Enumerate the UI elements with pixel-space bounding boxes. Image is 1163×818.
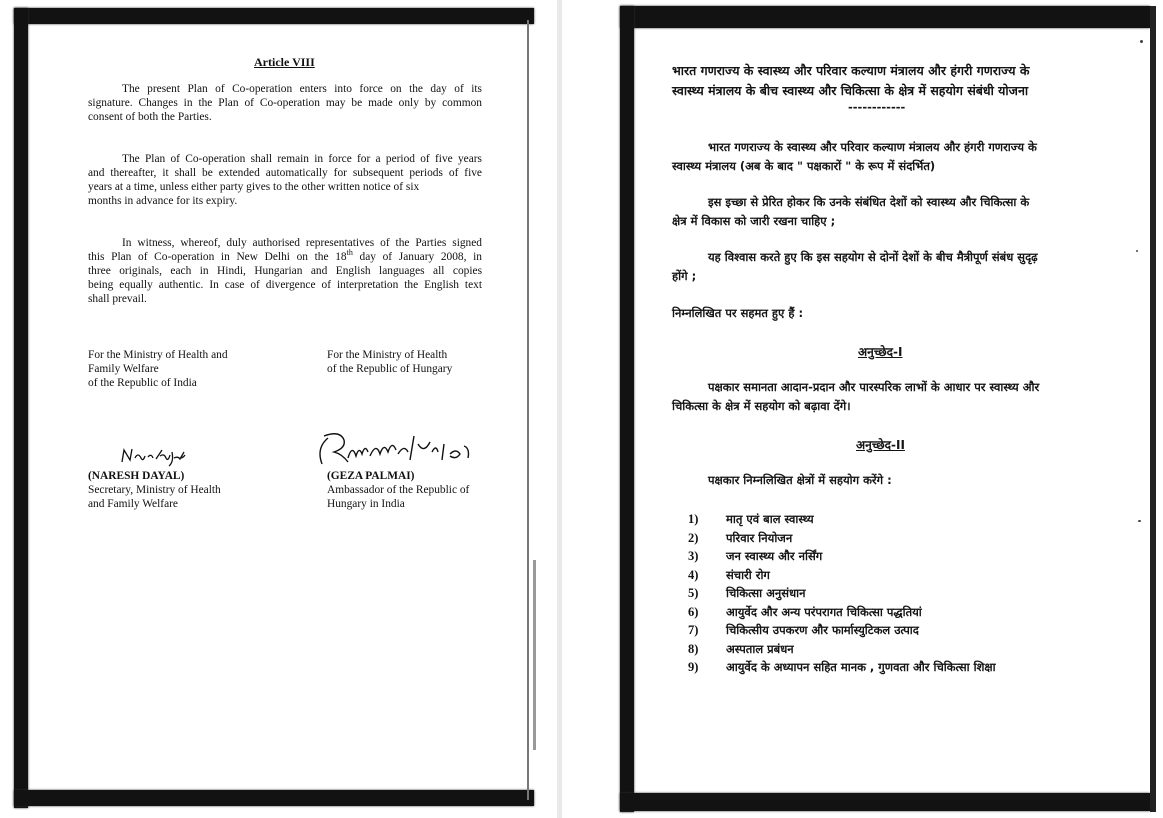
- para-line: The present Plan of Co-operation enters into force on the day of its: [122, 83, 482, 95]
- para-line: The Plan of Co-operation shall remain in force for a period of five years: [122, 153, 482, 165]
- list-text: जन स्वास्थ्य और नर्सिंग: [726, 549, 823, 563]
- signatory-title: and Family Welfare: [88, 498, 178, 510]
- list-item: [688, 603, 996, 622]
- list-number: 4): [688, 567, 699, 582]
- list-text: आयुर्वेद के अध्यापन सहित मानक , गुणवता और चिकित्सा शिक्षा: [726, 660, 996, 674]
- scan-border-bottom: [620, 793, 1150, 811]
- list-number: 2): [688, 530, 699, 545]
- list-text: अस्पताल प्रबंधन: [726, 641, 794, 656]
- para-line: three originals, each in Hindi, Hungarian and English languages all copies: [88, 265, 482, 277]
- date-post: day of January 2008, in: [352, 251, 482, 263]
- paragraph-entry-into-force: [88, 82, 482, 124]
- signature-hungary: [314, 430, 494, 470]
- list-item: [688, 547, 996, 566]
- list-text: परिवार नियोजन: [726, 530, 793, 545]
- list-item: [688, 640, 996, 659]
- date-pre: this Plan of Co-operation in New Delhi on the 18: [88, 251, 347, 263]
- para-line: signature. Changes in the Plan of Co-operation may be made only by common: [88, 97, 482, 109]
- article-1-line-2: चिकित्सा के क्षेत्र में सहयोग को बढ़ावा देंगे।: [672, 399, 851, 413]
- scan-border-bottom: [14, 790, 534, 806]
- scan-edge-right: [1150, 6, 1156, 812]
- signatory-title: Hungary in India: [327, 498, 405, 510]
- desire-line-1: इस इच्छा से प्रेरित होकर कि उनके संबंधित देशों को स्वास्थ्य और चिकित्सा के: [708, 195, 1030, 209]
- article-1-heading: अनुच्छेद-I: [858, 345, 903, 359]
- article-2-heading: अनुच्छेद-II: [856, 438, 905, 452]
- party-hungary-block: [327, 348, 452, 376]
- para-line: being equally authentic. In case of divergence of interpretation the English text: [88, 279, 482, 291]
- title-rule: ------------: [848, 100, 906, 114]
- hindi-page: [562, 0, 1163, 818]
- hindi-title-line-1: भारत गणराज्य के स्वास्थ्य और परिवार कल्याण मंत्रालय और हंगरी गणराज्य के: [672, 63, 1030, 78]
- scan-edge-right: [527, 20, 529, 800]
- party-line: For the Ministry of Health and: [88, 349, 228, 361]
- scan-border-left: [620, 6, 634, 812]
- scan-edge-right-dots: [533, 560, 536, 750]
- list-text: आयुर्वेद और अन्य परंपरागत चिकित्सा पद्धतियां: [726, 604, 922, 619]
- scan-speck: [1136, 250, 1138, 252]
- list-number: 7): [688, 623, 699, 637]
- english-page: [0, 0, 557, 818]
- party-line: of the Republic of India: [88, 377, 197, 389]
- article-2-intro: पक्षकार निम्नलिखित क्षेत्रों में सहयोग करेंगे :: [708, 473, 892, 487]
- para-line: and thereafter, it shall be extended automatically for subsequent periods of five: [88, 167, 482, 179]
- list-number: 8): [688, 641, 699, 656]
- scan-border-top: [620, 6, 1150, 28]
- party-india-block: [88, 348, 228, 390]
- paragraph-duration: [88, 152, 482, 208]
- article-heading: Article VIII: [254, 55, 315, 69]
- paragraph-witness: [88, 236, 482, 306]
- list-item: [688, 621, 996, 640]
- scan-speck: [1140, 40, 1143, 43]
- list-item: [688, 529, 996, 548]
- para-line: years at a time, unless either party gives to the other written notice of six: [88, 181, 420, 193]
- desire-line-2: क्षेत्र में विकास को जारी रखना चाहिए ;: [672, 214, 836, 228]
- list-number: 1): [688, 512, 699, 526]
- scan-border-left: [14, 8, 28, 808]
- para-line: months in advance for its expiry.: [88, 195, 238, 207]
- para-line: shall prevail.: [88, 293, 147, 305]
- belief-line-1: यह विश्वास करते हुए कि इस सहयोग से दोनों देशों के बीच मैत्रीपूर्ण संबंध सुदृढ़: [708, 250, 1038, 264]
- hindi-title-line-2: स्वास्थ्य मंत्रालय के बीच स्वास्थ्य और चिकित्सा के क्षेत्र में सहयोग संबंधी योजना: [672, 83, 1029, 98]
- list-item: [688, 566, 996, 585]
- list-item: [688, 510, 996, 529]
- list-number: 3): [688, 549, 699, 563]
- agreed-line: निम्नलिखित पर सहमत हुए हैं :: [672, 306, 804, 320]
- signatory-title: Ambassador of the Republic of: [327, 484, 470, 496]
- signatory-india: [88, 469, 221, 511]
- signatory-hungary: [327, 469, 469, 511]
- list-number: 6): [688, 604, 699, 619]
- signatory-name: (NARESH DAYAL): [88, 470, 185, 482]
- scan-speck: [1138, 520, 1141, 522]
- signatory-name: (GEZA PALMAI): [327, 470, 415, 482]
- article-1-line-1: पक्षकार समानता आदान-प्रदान और पारस्परिक लाभों के आधार पर स्वास्थ्य और: [708, 380, 1040, 394]
- para-line: consent of both the Parties.: [88, 111, 212, 123]
- list-item: [688, 658, 996, 677]
- party-line: For the Ministry of Health: [327, 349, 448, 361]
- signature-india: [118, 444, 198, 468]
- list-number: 5): [688, 586, 699, 600]
- party-line: of the Republic of Hungary: [327, 363, 453, 375]
- party-line: Family Welfare: [88, 363, 159, 375]
- cooperation-areas-list: [688, 510, 996, 677]
- belief-line-2: होंगे ;: [672, 269, 697, 283]
- list-text: चिकित्सीय उपकरण और फार्मास्युटिकल उत्पाद: [726, 623, 919, 637]
- intro-line-2: स्वास्थ्य मंत्रालय (अब के बाद " पक्षकारों " के रूप में संदर्भित): [672, 159, 936, 173]
- signatory-title: Secretary, Ministry of Health: [88, 484, 221, 496]
- list-text: चिकित्सा अनुसंधान: [726, 586, 806, 600]
- list-item: [688, 584, 996, 603]
- intro-line-1: भारत गणराज्य के स्वास्थ्य और परिवार कल्याण मंत्रालय और हंगरी गणराज्य के: [708, 140, 1037, 154]
- list-number: 9): [688, 660, 699, 674]
- para-line-date: [88, 250, 482, 264]
- scan-border-top: [14, 8, 534, 24]
- para-line: In witness, whereof, duly authorised representatives of the Parties signed: [122, 237, 482, 249]
- list-text: संचारी रोग: [726, 567, 770, 582]
- date-superscript: th: [346, 248, 353, 258]
- list-text: मातृ एवं बाल स्वास्थ्य: [726, 512, 814, 526]
